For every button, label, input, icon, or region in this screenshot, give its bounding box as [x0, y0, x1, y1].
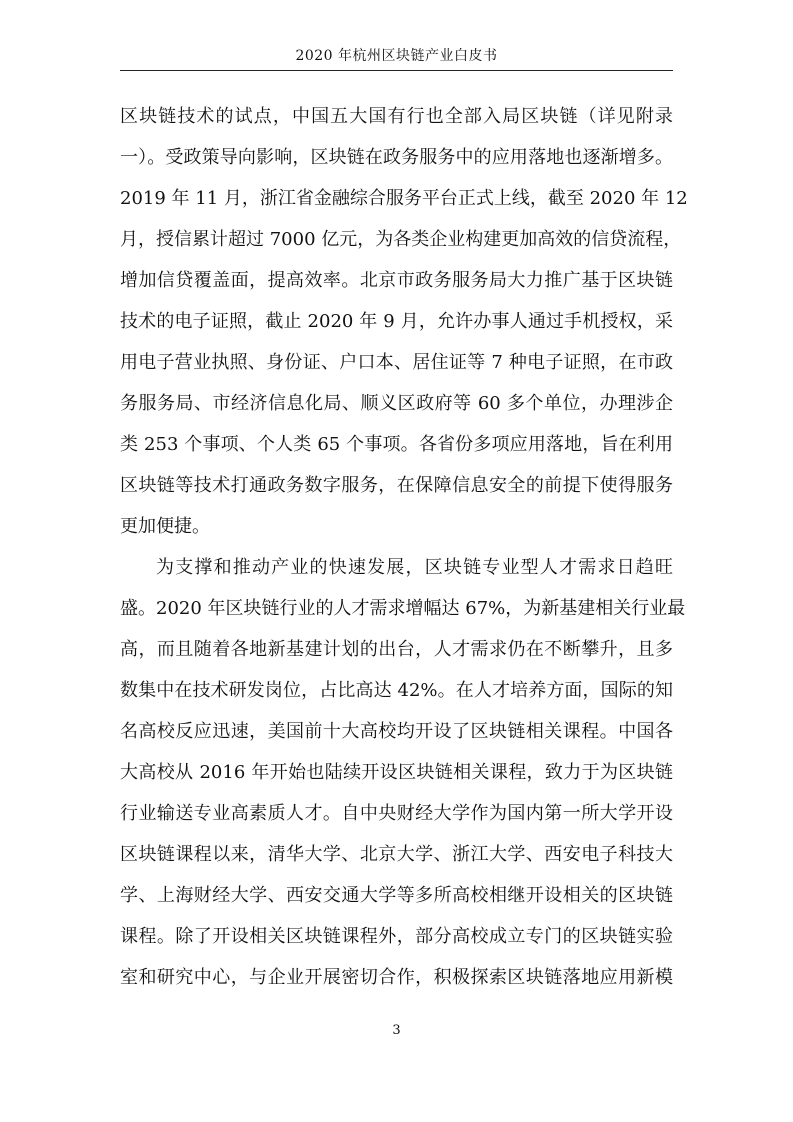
text-line: 务服务局、市经济信息化局、顺义区政府等 60 多个单位，办理涉企 [120, 393, 673, 414]
text-line: 一）。受政策导向影响，区块链在政务服务中的应用落地也逐渐增多。 [120, 147, 673, 168]
text-line: 增加信贷覆盖面，提高效率。北京市政务服务局大力推广基于区块链 [120, 270, 673, 291]
text-line: 用电子营业执照、身份证、户口本、居住证等 7 种电子证照，在市政 [120, 352, 673, 373]
text-line: 为支撑和推动产业的快速发展，区块链专业型人才需求日趋旺 [156, 557, 673, 578]
page-header-title: 2020 年杭州区块链产业白皮书 [295, 48, 498, 64]
text-line: 行业输送专业高素质人才。自中央财经大学作为国内第一所大学开设 [120, 803, 673, 824]
text-line: 数集中在技术研发岗位，占比高达 42%。在人才培养方面，国际的知 [120, 680, 673, 701]
text-line: 更加便捷。 [120, 516, 210, 537]
text-line: 学、上海财经大学、西安交通大学等多所高校相继开设相关的区块链 [120, 885, 673, 906]
text-line: 区块链等技术打通政务数字服务，在保障信息安全的前提下使得服务 [120, 475, 673, 496]
header-divider [120, 70, 673, 71]
text-line: 月，授信累计超过 7000 亿元，为各类企业构建更加高效的信贷流程， [120, 229, 682, 250]
text-line: 2019 年 11 月，浙江省金融综合服务平台正式上线，截至 2020 年 12 [120, 188, 688, 209]
text-line: 大高校从 2016 年开始也陆续开设区块链相关课程，致力于为区块链 [120, 762, 673, 783]
text-line: 区块链课程以来，清华大学、北京大学、浙江大学、西安电子科技大 [120, 844, 673, 865]
text-line: 高，而且随着各地新基建计划的出台，人才需求仍在不断攀升，且多 [120, 639, 673, 660]
text-line: 盛。2020 年区块链行业的人才需求增幅达 67%，为新基建相关行业最 [120, 598, 686, 619]
text-line: 类 253 个事项、个人类 65 个事项。各省份多项应用落地，旨在利用 [120, 434, 673, 455]
text-line: 区块链技术的试点，中国五大国有行也全部入局区块链（详见附录 [120, 106, 673, 127]
paragraph-2 [120, 547, 686, 998]
document-body [120, 96, 688, 998]
paragraph-1 [120, 96, 688, 547]
text-line: 课程。除了开设相关区块链课程外，部分高校成立专门的区块链实验 [120, 926, 673, 947]
text-line: 室和研究中心，与企业开展密切合作，积极探索区块链落地应用新模 [120, 967, 673, 988]
text-line: 名高校反应迅速，美国前十大高校均开设了区块链相关课程。中国各 [120, 721, 673, 742]
page-number: 3 [392, 1023, 401, 1038]
text-line: 技术的电子证照，截止 2020 年 9 月，允许办事人通过手机授权，采 [120, 311, 673, 332]
